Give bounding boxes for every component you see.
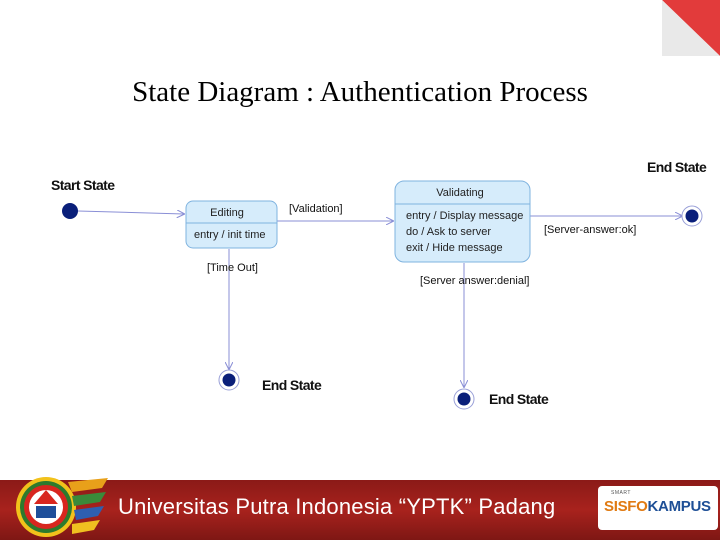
end-state-top-right [682,206,702,226]
university-name: Universitas Putra Indonesia “YPTK” Padang [118,494,556,519]
end-state-bottom-left [219,370,239,390]
validating-exit-action: exit / Hide message [406,242,503,254]
validating-state-name: Validating [436,187,484,199]
editing-state-name: Editing [210,207,244,219]
guard-validation: [Validation] [289,203,343,215]
end-state-bottom-middle [454,389,474,409]
sisfo-logo-text [604,498,711,515]
sisfo-logo-part1: SISFO [604,498,648,515]
guard-timeout: [Time Out] [207,262,258,274]
sisfo-logo-tagline: SMART [611,490,631,496]
university-logo [2,476,110,538]
validating-state [395,181,530,262]
guard-server-ok: [Server-answer:ok] [544,224,637,236]
validating-entry-action: entry / Display message [406,210,524,222]
validating-do-activity: do / Ask to server [406,226,491,238]
transition-start-to-editing [78,211,184,214]
end-state-bottom-left-label: End State [262,377,322,393]
end-state-bottom-middle-label: End State [489,391,549,407]
end-state-top-right-label: End State [647,159,707,175]
editing-state-activity: entry / init time [194,229,266,241]
guard-server-denial: [Server answer:denial] [420,275,530,287]
start-state-node [62,203,78,219]
slide-title: State Diagram : Authentication Process [132,76,588,108]
start-state-label: Start State [51,177,115,193]
editing-state [186,201,277,248]
sisfo-logo-part2: KAMPUS [647,498,711,515]
